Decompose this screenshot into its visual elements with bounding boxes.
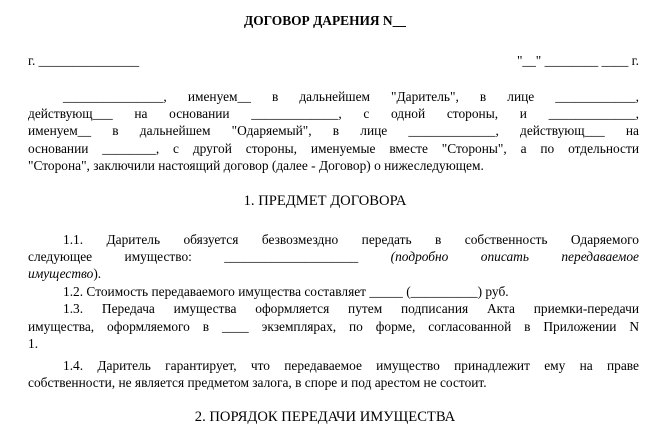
section-heading-1: 1. ПРЕДМЕТ ДОГОВОРА bbox=[243, 193, 407, 209]
clause-1-1-end: ). bbox=[93, 266, 102, 281]
clause-1-3-line: 1.3. Передача имущества оформляется путем подписания Акта приемки-передачи bbox=[63, 301, 639, 316]
clause-1-1-italic: (подробно описать передаваемое bbox=[390, 249, 639, 264]
preamble-line: основании ________, с другой стороны, именуемые вместе "Стороны", а по отдельности bbox=[28, 141, 639, 156]
clause-1-3-line: имущества, оформляемого в ____ экземплярах, по форме, согласованной в Приложении N bbox=[28, 319, 639, 334]
date-field: "__" ________ ____ г. bbox=[516, 53, 639, 68]
document-title: ДОГОВОР ДАРЕНИЯ N__ bbox=[243, 13, 406, 28]
clause-1-4-line: 1.4. Даритель гарантирует, что передаваемое имущество принадлежит ему на праве bbox=[63, 358, 639, 373]
clause-1-1-line: 1.1. Даритель обязуется безвозмездно передать в собственность Одаряемого bbox=[63, 232, 639, 247]
preamble-line: _______________, именуем__ в дальнейшем "Даритель", в лице ____________, bbox=[63, 89, 639, 104]
clause-1-1-italic: имущество bbox=[28, 266, 94, 281]
clause-1-3-line: 1. bbox=[28, 336, 39, 351]
section-heading-2: 2. ПОРЯДОК ПЕРЕДАЧИ ИМУЩЕСТВА bbox=[194, 409, 456, 425]
clause-1-1-text: следующее имущество: ____________________ bbox=[28, 249, 359, 264]
preamble-line: действующ___ на основании _____________, с одной стороны, и _____________, bbox=[28, 106, 639, 121]
clause-1-2: 1.2. Стоимость передаваемого имущества составляет _____ (__________) руб. bbox=[63, 284, 509, 299]
preamble-line: "Сторона", заключили настоящий договор (далее - Договор) о нижеследующем. bbox=[28, 158, 484, 173]
preamble-line: именуем__ в дальнейшем "Одаряемый", в лице _____________, действующ___ на bbox=[28, 123, 639, 138]
clause-1-1-line bbox=[28, 249, 639, 265]
clause-1-4-line: собственности, не является предметом залога, в споре и под арестом не состоит. bbox=[28, 375, 487, 390]
city-field: г. _______________ bbox=[28, 53, 140, 68]
clause-1-1-line bbox=[28, 266, 639, 282]
